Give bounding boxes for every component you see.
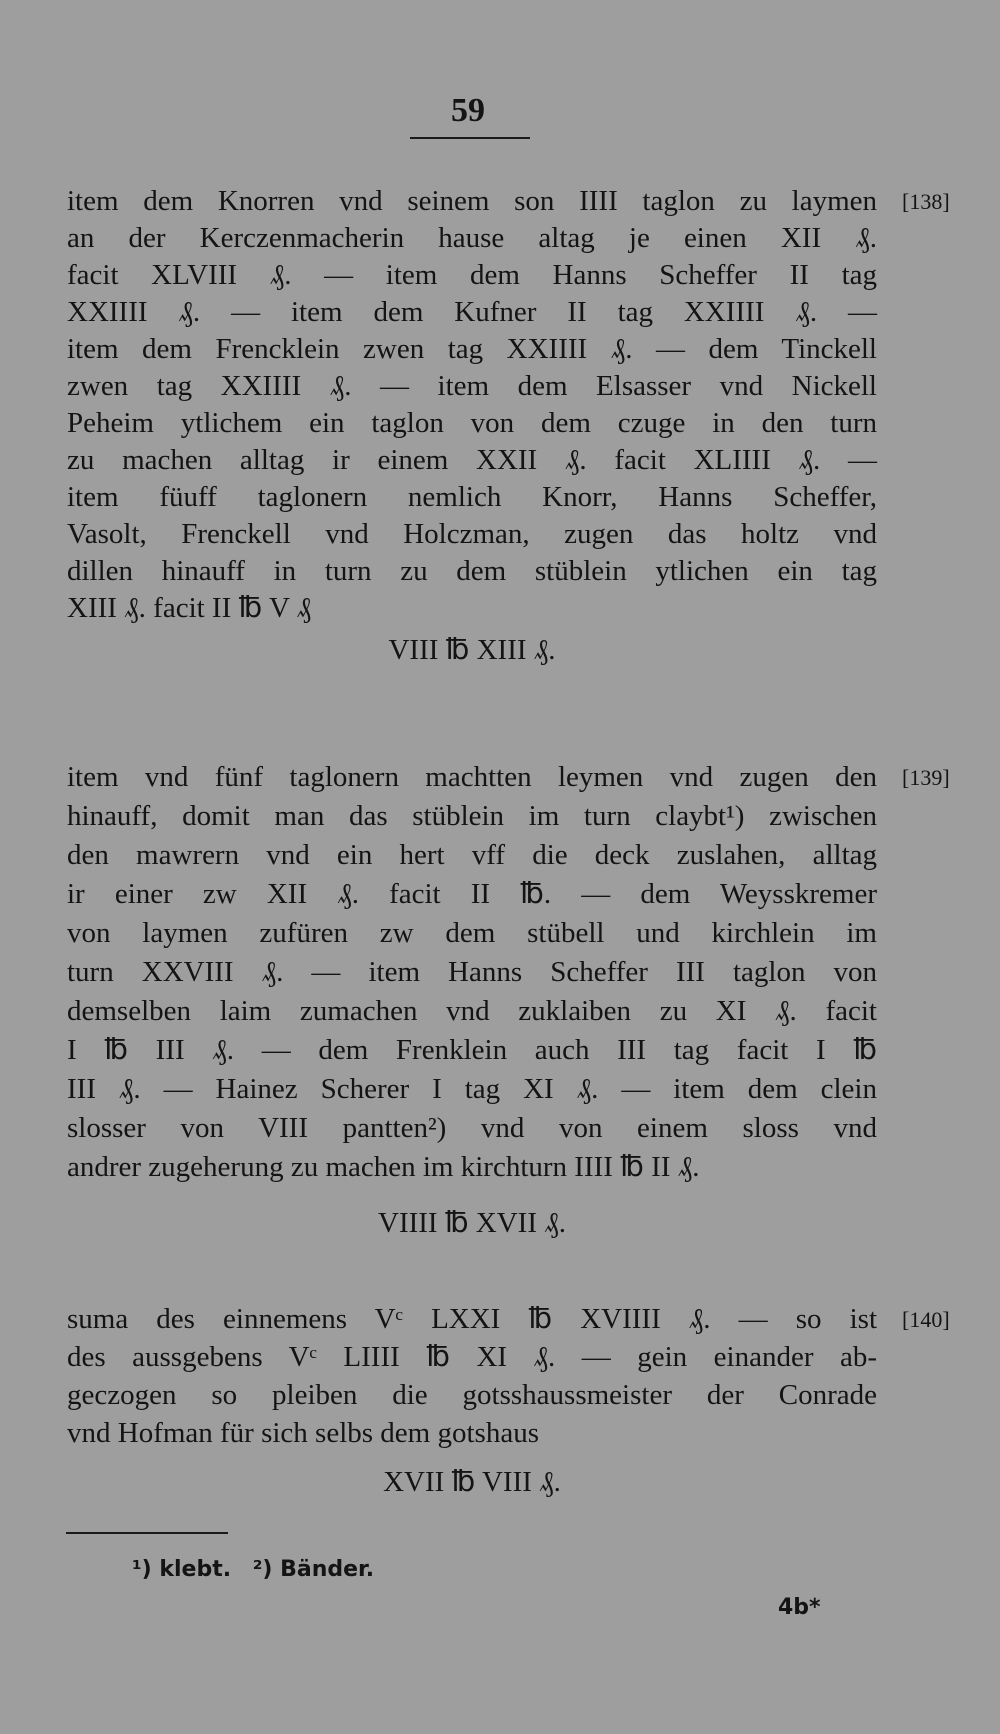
marginal-number: [138] bbox=[902, 189, 950, 214]
text-line: slosser von VIII pantten²) vnd von einem sloss vnd bbox=[67, 1112, 877, 1144]
text-line: Peheim ytlichem ein taglon von dem czuge in den turn bbox=[67, 407, 877, 439]
text-line: zwen tag XXIIII ₰. — item dem Elsasser vnd Nickell bbox=[67, 370, 877, 402]
text-line: zu machen alltag ir einem XXII ₰. facit XLIIII ₰. — bbox=[67, 444, 877, 476]
text-line: turn XXVIII ₰. — item Hanns Scheffer III taglon von bbox=[67, 956, 877, 988]
printer-signature: 4b* bbox=[778, 1595, 821, 1620]
text-line: demselben laim zumachen vnd zuklaiben zu XI ₰. facit bbox=[67, 995, 877, 1027]
text-line: des aussgebens Vᶜ LIIII ℔ XI ₰. — gein einander ab- bbox=[67, 1341, 877, 1373]
text-line: andrer zugeherung zu machen im kirchturn IIII ℔ II ₰. bbox=[67, 1151, 700, 1183]
text-line: I ℔ III ₰. — dem Frenklein auch III tag facit I ℔ bbox=[67, 1034, 877, 1066]
footnote: ¹) klebt. bbox=[132, 1557, 232, 1582]
text-line: item füuff taglonern nemlich Knorr, Hanns Scheffer, bbox=[67, 481, 877, 513]
page-number: 59 bbox=[451, 92, 485, 129]
marginal-number: [140] bbox=[902, 1307, 950, 1332]
text-line: item dem Frencklein zwen tag XXIIII ₰. — dem Tinckell bbox=[67, 333, 877, 365]
text-line: Vasolt, Frenckell vnd Holczman, zugen das holtz vnd bbox=[67, 518, 877, 550]
text-line: an der Kerczenmacherin hause altag je einen XII ₰. bbox=[67, 222, 877, 254]
text-line: item dem Knorren vnd seinem son IIII taglon zu laymen bbox=[67, 185, 877, 217]
text-line: suma des einnemens Vᶜ LXXI ℔ XVIIII ₰. — so ist bbox=[67, 1303, 877, 1335]
text-line: den mawrern vnd ein hert vff die deck zuslahen, alltag bbox=[67, 839, 877, 871]
entry-total: VIIII ℔ XVII ₰. bbox=[378, 1207, 566, 1239]
footnote: ²) Bänder. bbox=[252, 1557, 375, 1582]
marginal-number: [139] bbox=[902, 765, 950, 790]
text-line: geczogen so pleiben die gotsshaussmeister der Conrade bbox=[67, 1379, 877, 1411]
text-line: item vnd fünf taglonern machtten leymen vnd zugen den bbox=[67, 761, 877, 793]
text-line: XXIIII ₰. — item dem Kufner II tag XXIIII ₰. — bbox=[67, 296, 877, 328]
text-line: vnd Hofman für sich selbs dem gotshaus bbox=[67, 1417, 539, 1449]
text-line: III ₰. — Hainez Scherer I tag XI ₰. — item dem clein bbox=[67, 1073, 877, 1105]
text-line: XIII ₰. facit II ℔ V ₰ bbox=[67, 592, 312, 624]
footnotes bbox=[132, 1554, 388, 1586]
text-line: hinauff, domit man das stüblein im turn claybt¹) zwischen bbox=[67, 800, 877, 832]
entry-total: VIII ℔ XIII ₰. bbox=[388, 634, 556, 666]
text-line: ir einer zw XII ₰. facit II ℔. — dem Weysskremer bbox=[67, 878, 877, 910]
text-line: dillen hinauff in turn zu dem stüblein ytlichen ein tag bbox=[67, 555, 877, 587]
footnote-rule bbox=[66, 1532, 228, 1534]
page-number-rule bbox=[410, 137, 530, 139]
text-line: facit XLVIII ₰. — item dem Hanns Scheffer II tag bbox=[67, 259, 877, 291]
text-line: von laymen zufüren zw dem stübell und kirchlein im bbox=[67, 917, 877, 949]
entry-total: XVII ℔ VIII ₰. bbox=[383, 1466, 561, 1498]
